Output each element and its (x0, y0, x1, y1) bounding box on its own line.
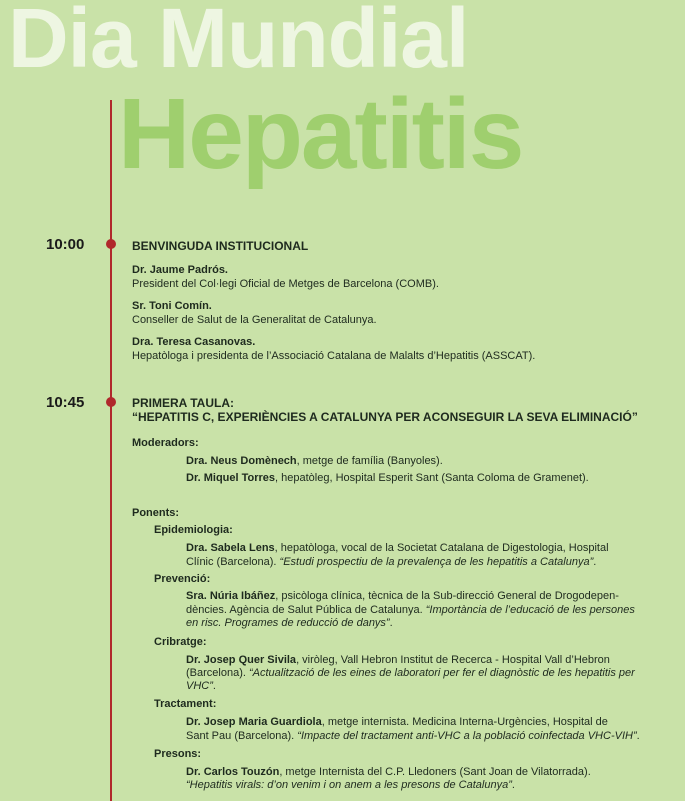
timeline-line (110, 100, 112, 801)
ponent-desc: dències. Agència de Salut Pública de Catalunya. (186, 604, 426, 616)
moderator-line (186, 455, 443, 468)
speaker-role: Hepatòloga i presidenta de l’Associació Catalana de Malalts d’Hepatitis (ASSCAT). (132, 350, 536, 362)
topic-label: Cribratge: (154, 636, 207, 648)
talk-title: VHC” (186, 680, 213, 692)
topic-line (186, 680, 216, 693)
timeline-dot-1000 (106, 239, 116, 249)
topic-line (186, 556, 596, 569)
talk-title: “Hepatitis virals: d’on venim i on anem a les presons de Catalunya” (186, 779, 512, 791)
title-line-1: Dia Mundial (8, 0, 469, 85)
ponent-name: Dr. Josep Quer Sivila (186, 654, 297, 666)
punct: . (511, 779, 515, 791)
topic-line (186, 590, 619, 603)
section-heading-primera-taula: PRIMERA TAULA: (132, 396, 234, 410)
speaker-name: Sr. Toni Comín. (132, 300, 212, 312)
topic-line (186, 604, 635, 617)
moderator-desc: , metge de família (Banyoles). (296, 455, 443, 467)
ponent-desc: , hepatòloga, vocal de la Societat Catalana de Digestologia, Hospital (274, 542, 609, 554)
ponent-name: Dra. Sabela Lens (186, 542, 275, 554)
ponents-label: Ponents: (132, 507, 180, 519)
ponent-desc: Clínic (Barcelona). (186, 556, 280, 568)
topic-line (186, 766, 591, 779)
speaker-name: Dr. Jaume Padrós. (132, 264, 228, 276)
topic-line (186, 667, 635, 680)
topic-label: Presons: (154, 748, 202, 760)
punct: . (212, 680, 216, 692)
ponent-desc: , psicòloga clínica, tècnica de la Sub-direcció General de Drogodepen- (275, 590, 619, 602)
talk-title: “Importància de l’educació de les persones (425, 604, 635, 616)
topic-line (186, 779, 515, 792)
talk-title: “Actualització de les eines de laboratori per fer el diagnòstic de les hepatitis per (248, 667, 635, 679)
title-line-2: Hepatitis (118, 78, 523, 190)
ponent-desc: (Barcelona). (186, 667, 249, 679)
punct: . (389, 617, 393, 629)
talk-title: “Estudi prospectiu de la prevalença de les hepatitis a Catalunya” (279, 556, 594, 568)
punct: . (636, 730, 640, 742)
moderator-desc: , hepatòleg, Hospital Esperit Sant (Santa Coloma de Gramenet). (275, 472, 589, 484)
talk-title: “Impacte del tractament anti-VHC a la població coinfectada VHC-VIH” (297, 730, 637, 742)
moderator-name: Dra. Neus Domènech (186, 455, 297, 467)
moderators-label: Moderadors: (132, 437, 199, 449)
ponent-desc: , viròleg, Vall Hebron Institut de Recerca - Hospital Vall d’Hebron (296, 654, 610, 666)
topic-line (186, 716, 608, 729)
time-1045: 10:45 (46, 394, 85, 411)
moderator-name: Dr. Miquel Torres (186, 472, 276, 484)
topic-line (186, 730, 640, 743)
topic-label: Prevenció: (154, 573, 211, 585)
ponent-desc: , metge Internista del C.P. Lledoners (Sant Joan de Vilatorrada). (279, 766, 591, 778)
topic-line (186, 654, 610, 667)
ponent-desc: Sant Pau (Barcelona). (186, 730, 298, 742)
section-heading-benvinguda: BENVINGUDA INSTITUCIONAL (132, 239, 309, 253)
section-subheading: “HEPATITIS C, EXPERIÈNCIES A CATALUNYA PER ACONSEGUIR LA SEVA ELIMINACIÓ” (132, 410, 638, 424)
topic-label: Tractament: (154, 698, 217, 710)
punct: . (593, 556, 597, 568)
ponent-name: Dr. Carlos Touzón (186, 766, 280, 778)
timeline-dot-1045 (106, 397, 116, 407)
topic-label: Epidemiologia: (154, 524, 233, 536)
speaker-role: President del Col·legi Oficial de Metges de Barcelona (COMB). (132, 278, 439, 290)
ponent-name: Dr. Josep Maria Guardiola (186, 716, 322, 728)
ponent-desc: , metge internista. Medicina Interna-Urgències, Hospital de (321, 716, 608, 728)
moderator-line (186, 472, 589, 485)
ponent-name: Sra. Núria Ibáñez (186, 590, 276, 602)
time-1000: 10:00 (46, 236, 85, 253)
speaker-role: Conseller de Salut de la Generalitat de Catalunya. (132, 314, 377, 326)
talk-title: en risc. Programes de reducció de danys” (186, 617, 390, 629)
topic-line (186, 542, 609, 555)
topic-line (186, 617, 393, 630)
speaker-name: Dra. Teresa Casanovas. (132, 336, 256, 348)
